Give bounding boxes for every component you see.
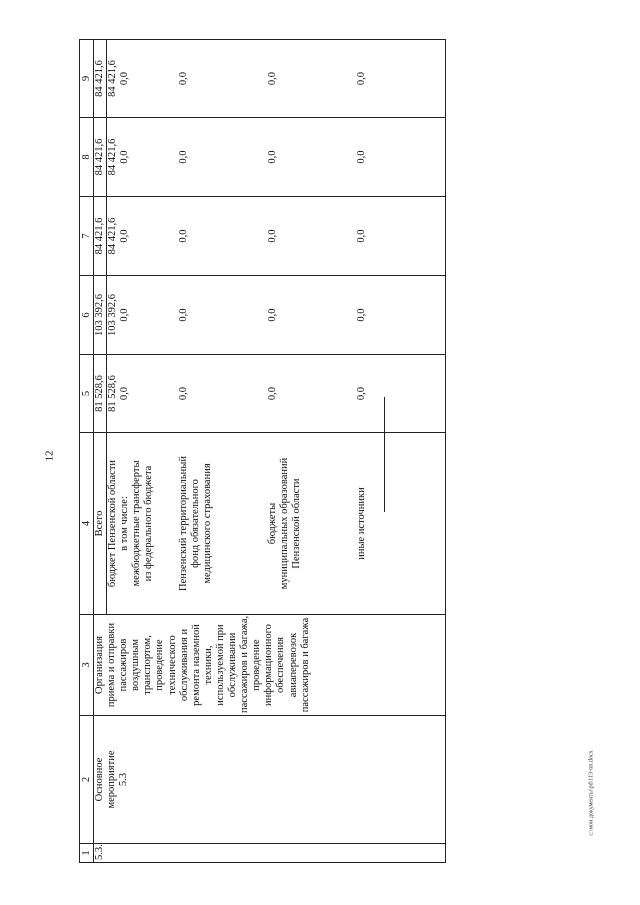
funding-source-line: иные источники [356,487,368,560]
description-line: технического [166,635,178,695]
value: 0,0 [356,71,368,86]
description-line: транспортом, [142,635,154,695]
value-block [356,357,445,430]
description-line: авиаперевозок [287,632,299,698]
activity-name-cell [94,716,446,844]
value: 0,0 [267,308,279,322]
subvalue: 0,0 [119,71,131,86]
footer-file-path: c:\мои документы\pd\113-пп.docx [588,750,595,836]
funding-table [79,39,446,863]
funding-source-block [267,435,356,612]
value-block [107,357,178,430]
description-line: пассажиров и багажа, [239,615,251,713]
page-number: 12 [43,450,55,462]
funding-source-line: из федерального бюджета [143,465,155,582]
description-line: проведение [154,639,166,691]
funding-source-block [178,435,267,612]
description-line: информационного [263,624,275,706]
funding-source-line: фонд обязательного [190,479,202,568]
header-cell-8: 8 [80,118,94,197]
description-line: обеспечения [275,636,287,694]
header-cell-5: 5 [80,355,94,433]
value-block [178,357,267,430]
description-line: Организация [94,636,105,694]
funding-source-line: медицинского страхования [202,463,214,584]
value: 84 421,6 [107,138,119,176]
header-cell-6: 6 [80,276,94,355]
value: 81 528,6 [107,375,119,412]
value-block [107,42,178,115]
header-cell-7: 7 [80,197,94,276]
total-label: Всего [94,433,107,615]
value: 0,0 [267,150,279,164]
funding-source-line: муниципальных образований [279,457,291,590]
value-block [178,42,267,115]
description-line: пассажиров [118,638,130,692]
description-line: ремонта наземной [190,624,202,706]
funding-source-block [107,435,178,612]
value: 0,0 [267,386,279,401]
value-block [356,278,445,352]
activity-description-cell [94,615,446,716]
value-block [107,199,178,273]
description-line: техники, [202,645,214,685]
total-value: 84 421,6 [94,197,107,276]
value-block [267,42,356,115]
header-cell-2: 2 [80,716,94,844]
rotated-table-area [79,40,368,863]
value-block [107,278,178,352]
value-block [267,357,356,430]
description-line: используемой при [214,624,226,706]
description-line: обслуживания и [178,628,190,702]
value-block [267,120,356,194]
value-block [178,278,267,352]
value: 0,0 [178,386,190,401]
description-line: обслуживании [227,632,239,698]
total-row [94,40,107,863]
subvalue: 0,0 [119,150,131,164]
value-block [178,120,267,194]
header-cell-1: 1 [80,844,94,863]
value: 0,0 [356,308,368,322]
total-value: 81 528,6 [94,355,107,433]
value: 0,0 [267,71,279,86]
funding-sources-cell [107,433,446,615]
value: 0,0 [356,386,368,401]
funding-values-cell [107,276,446,355]
activity-name-line: Основное [94,757,105,802]
value-block [356,120,445,194]
funding-values-cell [107,118,446,197]
value: 0,0 [356,150,368,164]
value-block [267,199,356,273]
funding-source-line: Пензенский территориальный [178,456,190,591]
funding-values-cell [107,355,446,433]
funding-source-block [356,435,445,612]
value-block [267,278,356,352]
value-block [178,199,267,273]
subvalue: 0,0 [119,386,131,401]
funding-values-cell [107,40,446,118]
activity-name-line: 5.3 [118,772,130,787]
total-value: 84 421,6 [94,118,107,197]
description-line: пассажиров и багажа [299,617,311,713]
header-cell-9: 9 [80,40,94,118]
value: 84 421,6 [107,60,119,97]
value: 0,0 [178,229,190,243]
header-cell-4: 4 [80,433,94,615]
funding-source-line: в том числе: [119,496,131,551]
value-block [107,120,178,194]
value: 84 421,6 [107,217,119,255]
funding-values-cell [107,197,446,276]
row-code: 5.3. [94,844,446,863]
value: 0,0 [178,308,190,322]
total-value: 103 392,6 [94,276,107,355]
funding-source-line: межбюджетные трансферты [131,460,143,587]
value: 0,0 [178,71,190,86]
header-row [80,40,94,863]
description-line: проведение [251,639,263,691]
total-value: 84 421,6 [94,40,107,118]
description-line: воздушным [130,638,142,692]
subvalue: 0,0 [119,308,131,322]
subvalue: 0,0 [119,229,131,243]
value: 0,0 [178,150,190,164]
description-line: приема и отправки [106,622,118,708]
funding-source-line: бюджет Пензенской области [107,459,119,588]
funding-source-line: бюджеты [267,502,279,545]
value: 0,0 [267,229,279,243]
funding-source-line: Пензенской области [291,478,303,569]
value: 0,0 [356,229,368,243]
value-block [356,199,445,273]
header-cell-3: 3 [80,615,94,716]
activity-name-line: мероприятие [106,750,118,809]
value-block [356,42,445,115]
value: 103 392,6 [107,294,119,336]
funding-table-rotated [79,40,368,863]
